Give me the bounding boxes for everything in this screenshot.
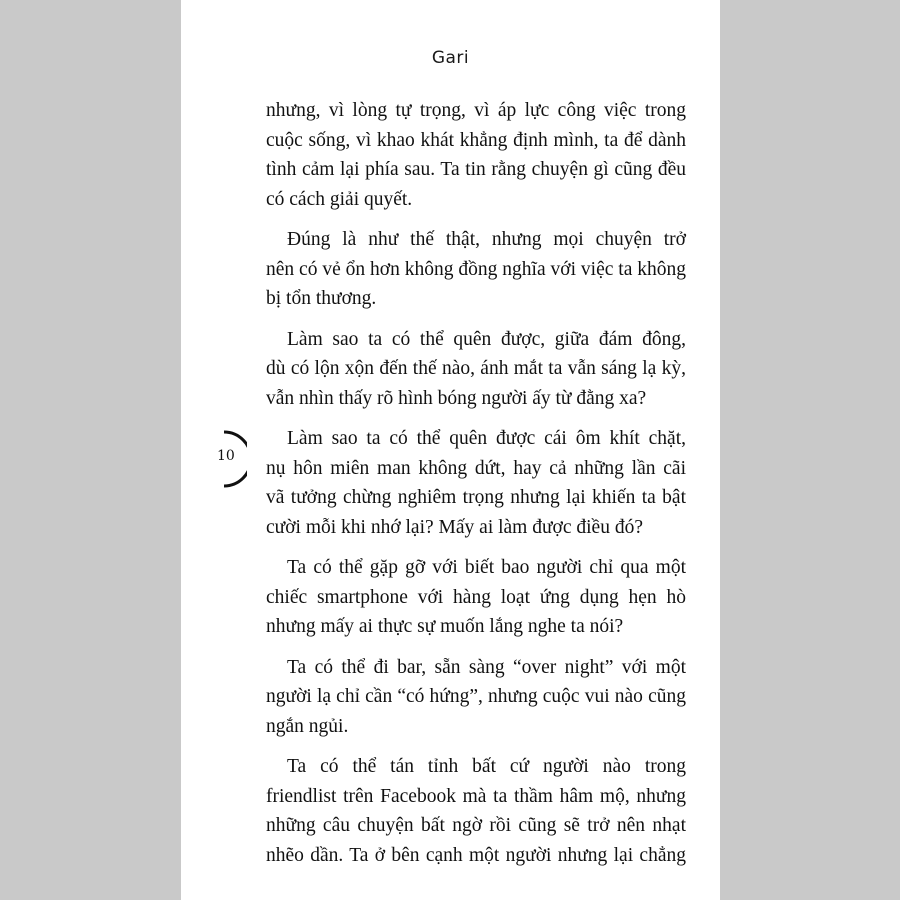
paragraph [266,553,686,642]
text-line: Đúng là như thế thật, nhưng mọi chuyện trở [287,229,686,250]
book-page [181,0,720,900]
text-line: nhưng mấy ai thực sự muốn lắng nghe ta nói? [266,616,624,637]
page-number: 10 [217,448,235,464]
text-line: dù có lộn xộn đến thế nào, ánh mắt ta vẫn sáng lạ kỳ, [266,358,686,379]
paragraph [266,424,686,542]
text-line: những câu chuyện bất ngờ rồi cũng sẽ trở nên nhạt [266,815,686,836]
body-text [266,96,686,881]
text-line: có cách giải quyết. [266,188,413,210]
paragraph [266,325,686,414]
text-line: vã tưởng chừng nghiêm trọng nhưng lại khiến ta bật [266,487,686,508]
paragraph [266,225,686,314]
text-line: chiếc smartphone với hàng loạt ứng dụng hẹn hò [266,586,686,608]
text-line: friendlist trên Facebook mà ta thầm hâm mộ, nhưng [266,785,686,807]
text-line: cuộc sống, vì khao khát khẳng định mình, ta để dành [266,129,686,151]
page-number-arc-icon [181,430,247,488]
paragraph [266,653,686,742]
text-line: vẫn nhìn thấy rõ hình bóng người ấy từ đằng xa? [266,387,647,409]
text-line: nhẽo dần. Ta ở bên cạnh một người nhưng lại chẳng [266,844,686,866]
paragraph [266,752,686,870]
text-line: bị tổn thương. [266,288,377,309]
text-line: tình cảm lại phía sau. Ta tin rằng chuyện gì cũng đều [266,159,686,180]
text-line: ngắn ngủi. [266,715,349,737]
page-number-marker [181,430,247,488]
text-line: Ta có thể tán tỉnh bất cứ người nào trong [287,756,686,777]
running-header: Gari [431,48,470,68]
text-line: Làm sao ta có thể quên được, giữa đám đông, [287,328,686,350]
text-line: nụ hôn miên man không dứt, hay cả những lần cãi [266,457,686,479]
text-line: nên có vẻ ổn hơn không đồng nghĩa với việc ta không [266,258,686,280]
paragraph [266,96,686,214]
text-line: Ta có thể đi bar, sẵn sàng “over night” với một [287,656,686,678]
text-line: Làm sao ta có thể quên được cái ôm khít chặt, [287,428,686,449]
text-line: người lạ chỉ cần “có hứng”, nhưng cuộc vui nào cũng [266,686,686,707]
text-line: cười mỗi khi nhớ lại? Mấy ai làm được điều đó? [266,516,643,538]
text-line: nhưng, vì lòng tự trọng, vì áp lực công việc trong [266,100,686,121]
text-line: Ta có thể gặp gỡ với biết bao người chỉ qua một [287,557,686,578]
